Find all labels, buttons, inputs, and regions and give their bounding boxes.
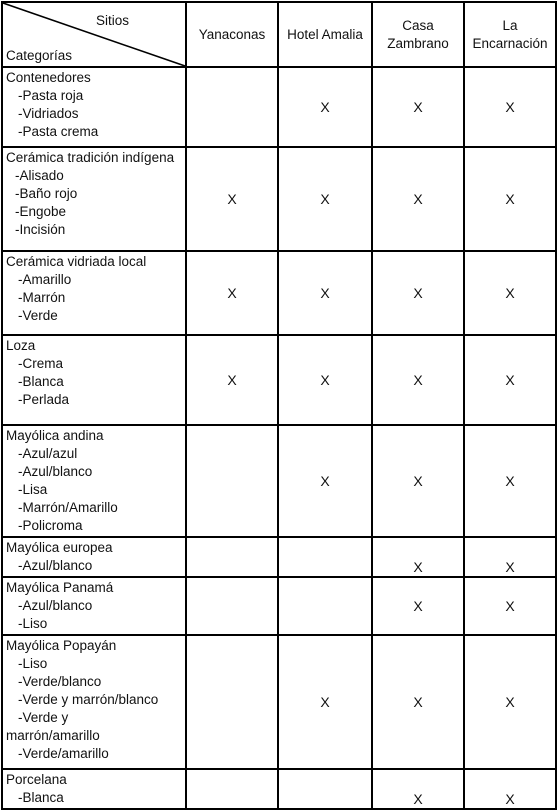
subcategory-item: -Liso [18,616,48,631]
sitios-label: Sitios [95,13,129,28]
subcategory-item: -Lisa [18,482,48,497]
presence-mark-cell [186,537,278,577]
subcategory-item: -Verde [18,308,58,323]
presence-mark-cell [186,769,278,809]
presence-mark-cell: X [464,537,556,577]
subcategory-item: -Verde y [18,710,69,725]
subcategory-item: -Azul/blanco [18,464,93,479]
category-cell [2,577,186,635]
subcategory-item: -Crema [18,356,64,371]
presence-mark-cell: X [464,577,556,635]
presence-mark-cell [278,769,372,809]
table-row [2,147,556,251]
presence-mark-cell: X [278,147,372,251]
category-cell [2,335,186,425]
category-cell [2,537,186,577]
presence-mark-cell: X [464,67,556,147]
presence-mark-cell: X [372,537,464,577]
subcategory-item: -Marrón/Amarillo [18,500,118,515]
category-title: Mayólica europea [6,540,113,555]
presence-mark-cell: X [278,335,372,425]
corner-header-cell [2,2,186,67]
presence-mark-cell [186,425,278,537]
table-row [2,335,556,425]
table-row [2,769,556,809]
subcategory-item: -Pasta roja [18,88,84,103]
subcategory-item: -Engobe [15,204,67,219]
subcategory-item: -Policroma [18,518,83,533]
presence-mark-cell: X [372,769,464,809]
presence-mark-cell: X [372,425,464,537]
header-row [2,2,556,67]
presence-mark-cell: X [372,577,464,635]
table-row [2,425,556,537]
category-title: Porcelana [6,772,67,787]
presence-mark-cell: X [464,425,556,537]
presence-mark-cell: X [278,425,372,537]
presence-mark-cell: X [372,147,464,251]
subcategory-item: -Vidriados [18,106,79,121]
category-title: Mayólica Popayán [6,638,117,653]
category-cell [2,147,186,251]
table-row [2,577,556,635]
category-cell [2,425,186,537]
presence-mark-cell: X [372,635,464,769]
presence-mark-cell: X [278,635,372,769]
presence-mark-cell: X [464,335,556,425]
category-cell [2,251,186,335]
presence-mark-cell: X [278,67,372,147]
subcategory-item: -Verde/amarillo [18,746,109,761]
subcategory-item: -Verde y marrón/blanco [18,692,159,707]
category-cell [2,769,186,809]
subcategory-item: -Perlada [18,392,70,407]
presence-mark-cell: X [186,147,278,251]
presence-mark-cell [186,67,278,147]
presence-mark-cell: X [278,251,372,335]
subcategory-item: -Azul/blanco [18,598,93,613]
presence-mark-cell [278,537,372,577]
subcategory-item: -Azul/azul [18,446,78,461]
subcategory-item: -Alisado [15,168,64,183]
category-cell [2,67,186,147]
presence-mark-cell: X [464,769,556,809]
presence-mark-cell: X [372,335,464,425]
category-title: Mayólica Panamá [6,580,114,595]
presence-mark-cell: X [186,335,278,425]
subcategory-item: -Azul/blanco [18,558,93,573]
subcategory-item: -Incisión [15,222,66,237]
categorias-label: Categorías [6,48,73,63]
category-title: Contenedores [6,70,91,85]
subcategory-item: -Pasta crema [18,124,99,139]
site-header-yanaconas: Yanaconas [186,2,278,67]
subcategory-item: -Liso [18,656,48,671]
subcategory-item: -Amarillo [18,272,72,287]
subcategory-item: -Blanca [18,374,64,389]
presence-mark-cell: X [464,147,556,251]
presence-mark-cell [278,577,372,635]
presence-mark-cell: X [372,67,464,147]
site-header-casa-zambrano: Casa Zambrano [372,2,464,67]
category-title: Loza [6,338,36,353]
presence-mark-cell: X [372,251,464,335]
presence-mark-cell: X [464,251,556,335]
table-row [2,635,556,769]
site-header-la-encarnacion: La Encarnación [464,2,556,67]
category-title: Cerámica tradición indígena [6,150,175,165]
subcategory-item: marrón/amarillo [6,728,100,743]
presence-mark-cell [186,577,278,635]
subcategory-item: -Marrón [18,290,66,305]
presence-mark-cell [186,635,278,769]
category-title: Mayólica andina [6,428,104,443]
presence-mark-cell: X [186,251,278,335]
category-cell [2,635,186,769]
subcategory-item: -Blanca [18,790,64,805]
table-row [2,251,556,335]
subcategory-item: -Baño rojo [15,186,78,201]
site-header-hotel-amalia: Hotel Amalia [278,2,372,67]
presence-mark-cell: X [464,635,556,769]
table-row [2,537,556,577]
category-title: Cerámica vidriada local [6,254,147,269]
table-row [2,67,556,147]
sites-categories-table [1,1,557,810]
subcategory-item: -Verde/blanco [18,674,102,689]
